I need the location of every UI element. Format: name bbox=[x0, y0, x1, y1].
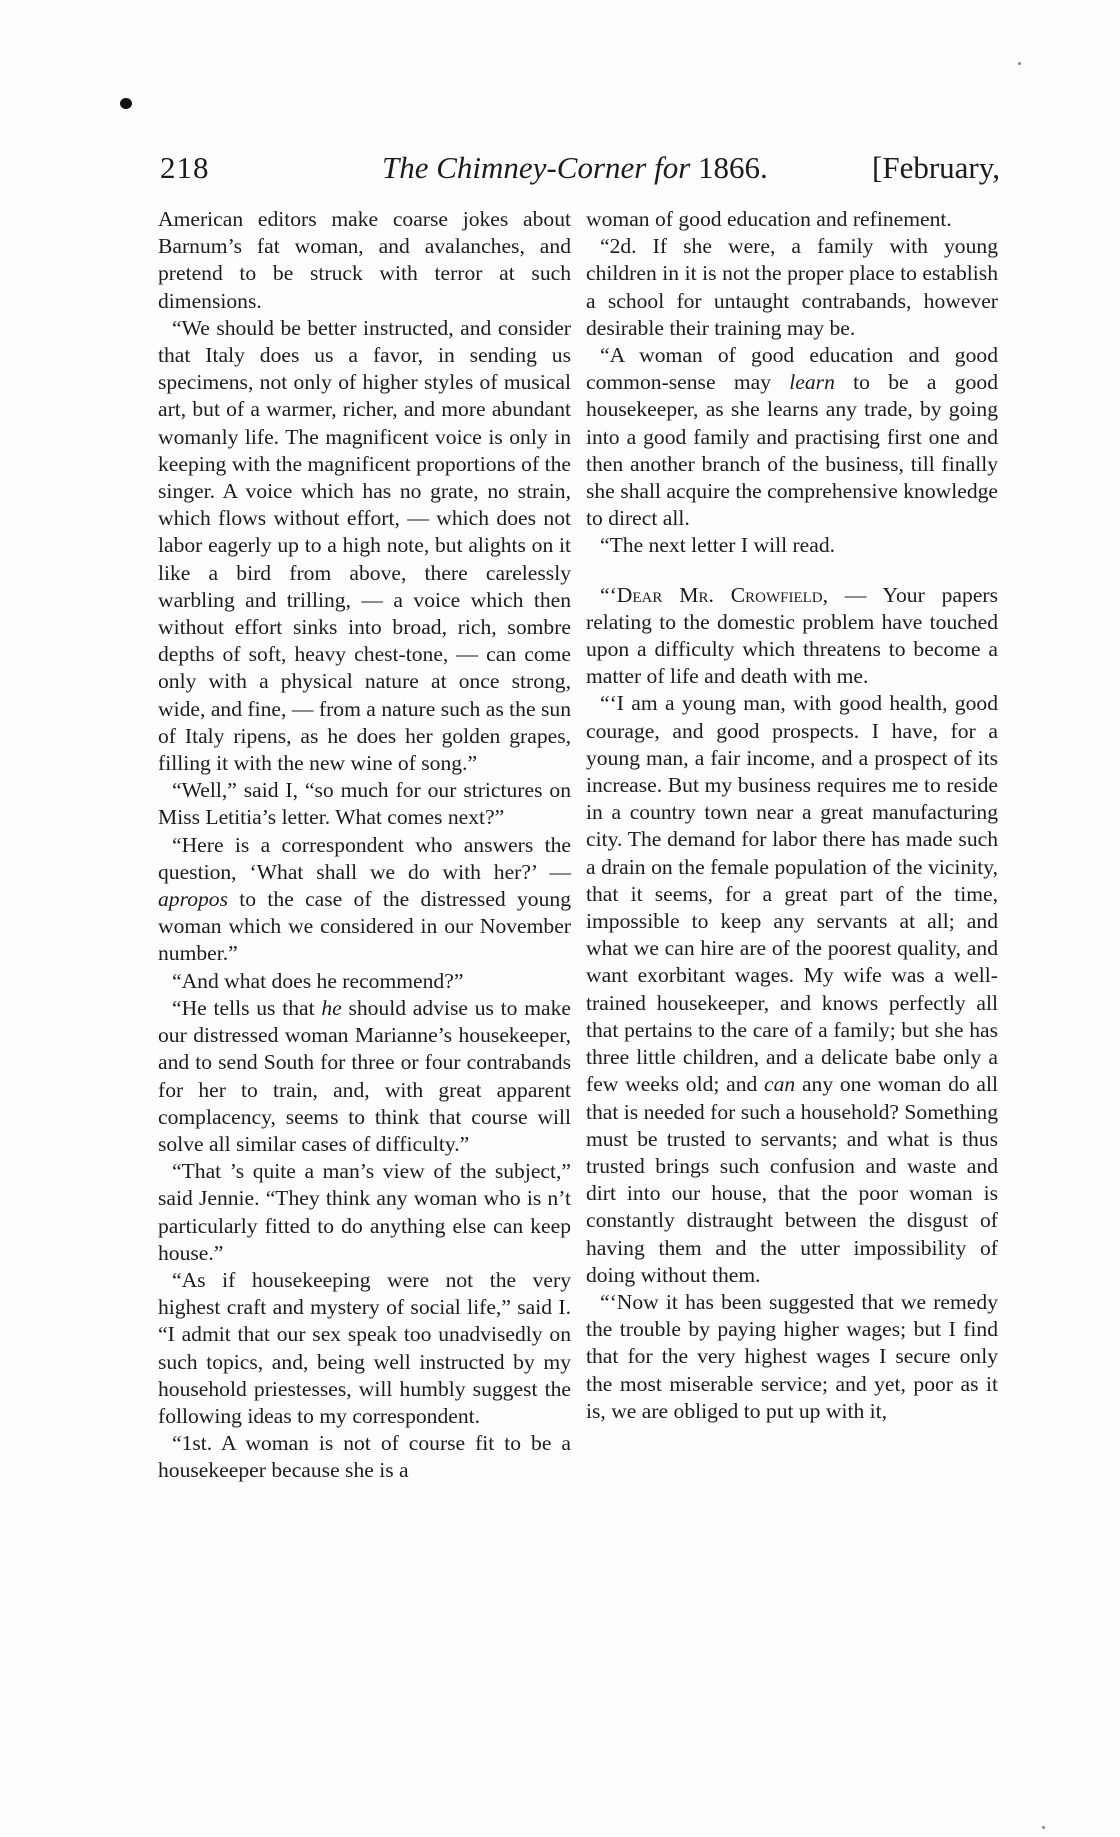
left-column bbox=[158, 206, 571, 1485]
running-title: The Chimney-Corner for 1866. bbox=[382, 150, 768, 185]
paragraph: “We should be better instructed, and consider that Italy does us a favor, in sending us specimens, not only of higher styles of musical art, but of a warmer, richer, and more abundant womanly life. The magnificent voice is only in keeping with the magnificent proportions of the singer. A voice which has no grate, no strain, which flows without effort, — which does not labor eagerly up to a high note, but alights on it like a bird from above, there carelessly warbling and trilling, — a voice which then without effort sinks into broad, rich, sombre depths of soft, heavy chest-tone, — can come only with a physical nature at once strong, wide, and fine, — from a nature such as the sun of Italy ripens, as he does her golden grapes, filling it with the new wine of song.” bbox=[158, 315, 571, 776]
letter-opening: “‘Dear Mr. Crowfield, — Your papers relating to the domestic problem have touched upon a difficulty which threatens to become a matter of life and death with me. bbox=[586, 582, 998, 689]
paragraph: “That ’s quite a man’s view of the subject,” said Jennie. “They think any woman who is n’t particularly fitted to do anything else can keep house.” bbox=[158, 1159, 571, 1265]
paragraph: woman of good education and refinement. bbox=[586, 207, 952, 231]
paragraph: “As if housekeeping were not the very highest craft and mystery of social life,” said I. “I admit that our sex speak too unadvisedly on such topics, and, being well instructed by my household priestesses, will humbly suggest the following ideas to my correspondent. bbox=[158, 1267, 571, 1428]
paragraph: “Well,” said I, “so much for our strictures on Miss Letitia’s letter. What comes next?” bbox=[158, 778, 571, 830]
paragraph: “The next letter I will read. bbox=[600, 533, 836, 558]
paper-speck bbox=[1042, 1826, 1045, 1829]
page-number: 218 bbox=[160, 150, 210, 185]
right-column bbox=[586, 206, 998, 1425]
paragraph: “‘Now it has been suggested that we remedy the trouble by paying higher wages; but I find that for the very highest wages I secure only the most miserable service; and yet, poor as it is, we are obliged to put up with it, bbox=[586, 1289, 998, 1423]
paragraph: “And what does he recommend?” bbox=[172, 968, 464, 993]
paragraph: “He tells us that he should advise us to make our distressed woman Marianne’s housekeeper, and to send South for three or four contrabands for her to train, and, with great apparent complacency, seems to think that course will solve all similar cases of difficulty.” bbox=[158, 995, 571, 1156]
salutation: Dear Mr. Crowfield, bbox=[616, 582, 829, 607]
paragraph: “2d. If she were, a family with young children in it is not the proper place to establish a school for untaught contrabands, however desirable their training may be. bbox=[586, 234, 998, 340]
running-header bbox=[160, 150, 1000, 194]
paragraph: “Here is a correspondent who answers the question, ‘What shall we do with her?’ — apropos to the case of the distressed young woman which we considered in our November number.” bbox=[158, 832, 571, 966]
ink-spot bbox=[120, 98, 132, 109]
paragraph: “1st. A woman is not of course fit to be a housekeeper because she is a bbox=[158, 1431, 571, 1483]
paper-speck bbox=[1018, 62, 1021, 65]
paragraph: American editors make coarse jokes about Barnum’s fat woman, and avalanches, and pretend to be struck with terror at such dimensions. bbox=[158, 207, 571, 313]
running-month: [February, bbox=[872, 150, 1000, 185]
paragraph: “A woman of good education and good common-sense may learn to be a good housekeeper, as she learns any trade, by going into a good family and practising first one and then another branch of the business, till finally she shall acquire the comprehensive knowledge to direct all. bbox=[586, 343, 998, 531]
paragraph: “‘I am a young man, with good health, good courage, and good prospects. I have, for a young man, a fair income, and a prospect of its increase. But my business requires me to reside in a country town near a great manufacturing city. The demand for labor there has made such a drain on the female population of the vicinity, that it seems, for a great part of the time, impossible to keep any servants at all; and what we can hire are of the poorest quality, and want exorbitant wages. My wife was a well-trained housekeeper, and knows perfectly all that pertains to the care of a family; but she has three little children, and a delicate babe only a few weeks old; and can any one woman do all that is needed for such a household? Something must be trusted to servants; and what is thus trusted brings such confusion and waste and dirt into our house, that the poor woman is constantly distraught between the disgust of having them and the utter impossibility of doing without them. bbox=[586, 691, 998, 1287]
